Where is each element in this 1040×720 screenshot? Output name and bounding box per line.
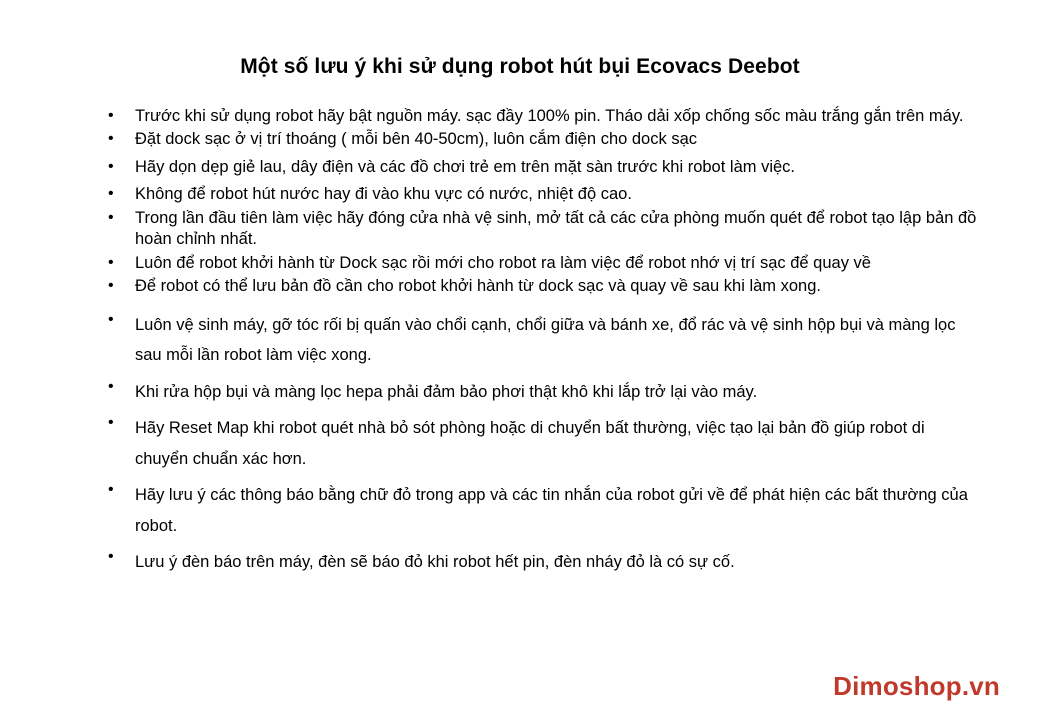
bullet-icon: • — [108, 185, 114, 203]
list-item-text: Để robot có thể lưu bản đồ cần cho robot khởi hành từ dock sạc và quay về sau khi làm xong. — [135, 277, 821, 296]
list-item — [100, 157, 980, 178]
list-item-text: Luôn vệ sinh máy, gỡ tóc rối bị quấn vào chổi cạnh, chổi giữa và bánh xe, đổ rác và vệ sinh hộp bụi và màng lọc sau mỗi lần robot làm việc xong. — [135, 315, 956, 365]
bullet-icon: • — [108, 157, 114, 175]
bullet-icon: • — [108, 130, 114, 148]
list-item — [100, 253, 980, 274]
list-item — [100, 208, 980, 251]
list-item — [100, 413, 980, 474]
bullet-icon: • — [108, 310, 114, 328]
list-item — [100, 310, 980, 371]
bullet-icon: • — [108, 277, 114, 295]
list-item — [100, 129, 980, 150]
bullet-icon: • — [108, 414, 114, 432]
bullet-icon: • — [108, 481, 114, 499]
list-item-text: Đặt dock sạc ở vị trí thoáng ( mỗi bên 40-50cm), luôn cắm điện cho dock sạc — [135, 130, 697, 149]
list-item-text: Hãy lưu ý các thông báo bằng chữ đỏ trong app và các tin nhắn của robot gửi về để phát hiện các bất thường của robot. — [135, 486, 968, 535]
list-item — [100, 547, 980, 578]
list-item-text: Lưu ý đèn báo trên máy, đèn sẽ báo đỏ khi robot hết pin, đèn nháy đỏ là có sự cố. — [135, 553, 735, 572]
list-item-text: Trước khi sử dụng robot hãy bật nguồn máy. sạc đầy 100% pin. Tháo dải xốp chống sốc màu trắng gắn trên máy. — [135, 107, 964, 125]
list-item — [100, 377, 980, 408]
list-item-text: Khi rửa hộp bụi và màng lọc hepa phải đảm bảo phơi thật khô khi lắp trở lại vào máy. — [135, 382, 758, 401]
list-item-text: Trong lần đầu tiên làm việc hãy đóng cửa nhà vệ sinh, mở tất cả các cửa phòng muốn quét để robot tạo lập bản đồ hoàn chỉnh nhất. — [135, 208, 977, 249]
list-item-text: Không để robot hút nước hay đi vào khu vực có nước, nhiệt độ cao. — [135, 185, 632, 204]
bullet-icon: • — [108, 548, 114, 566]
list-item-text: Hãy Reset Map khi robot quét nhà bỏ sót phòng hoặc di chuyển bất thường, việc tạo lại bản đồ giúp robot di chuyển chuẩn xác hơn. — [135, 419, 925, 468]
list-item — [100, 276, 980, 297]
list-item — [100, 184, 980, 205]
list-item — [100, 480, 980, 541]
bullet-icon: • — [108, 208, 114, 226]
list-item-text: Luôn để robot khởi hành từ Dock sạc rồi mới cho robot ra làm việc để robot nhớ vị trí sạc để quay về — [135, 253, 871, 272]
notes-list — [100, 106, 980, 581]
watermark-logo: Dimoshop.vn — [833, 671, 1000, 701]
list-item-text: Hãy dọn dẹp giẻ lau, dây điện và các đồ chơi trẻ em trên mặt sàn trước khi robot làm việc. — [135, 157, 795, 176]
bullet-icon: • — [108, 253, 114, 271]
page-title: Một số lưu ý khi sử dụng robot hút bụi Ecovacs Deebot — [240, 55, 800, 78]
bullet-icon: • — [108, 107, 114, 124]
bullet-icon: • — [108, 377, 114, 395]
list-item — [100, 106, 980, 127]
